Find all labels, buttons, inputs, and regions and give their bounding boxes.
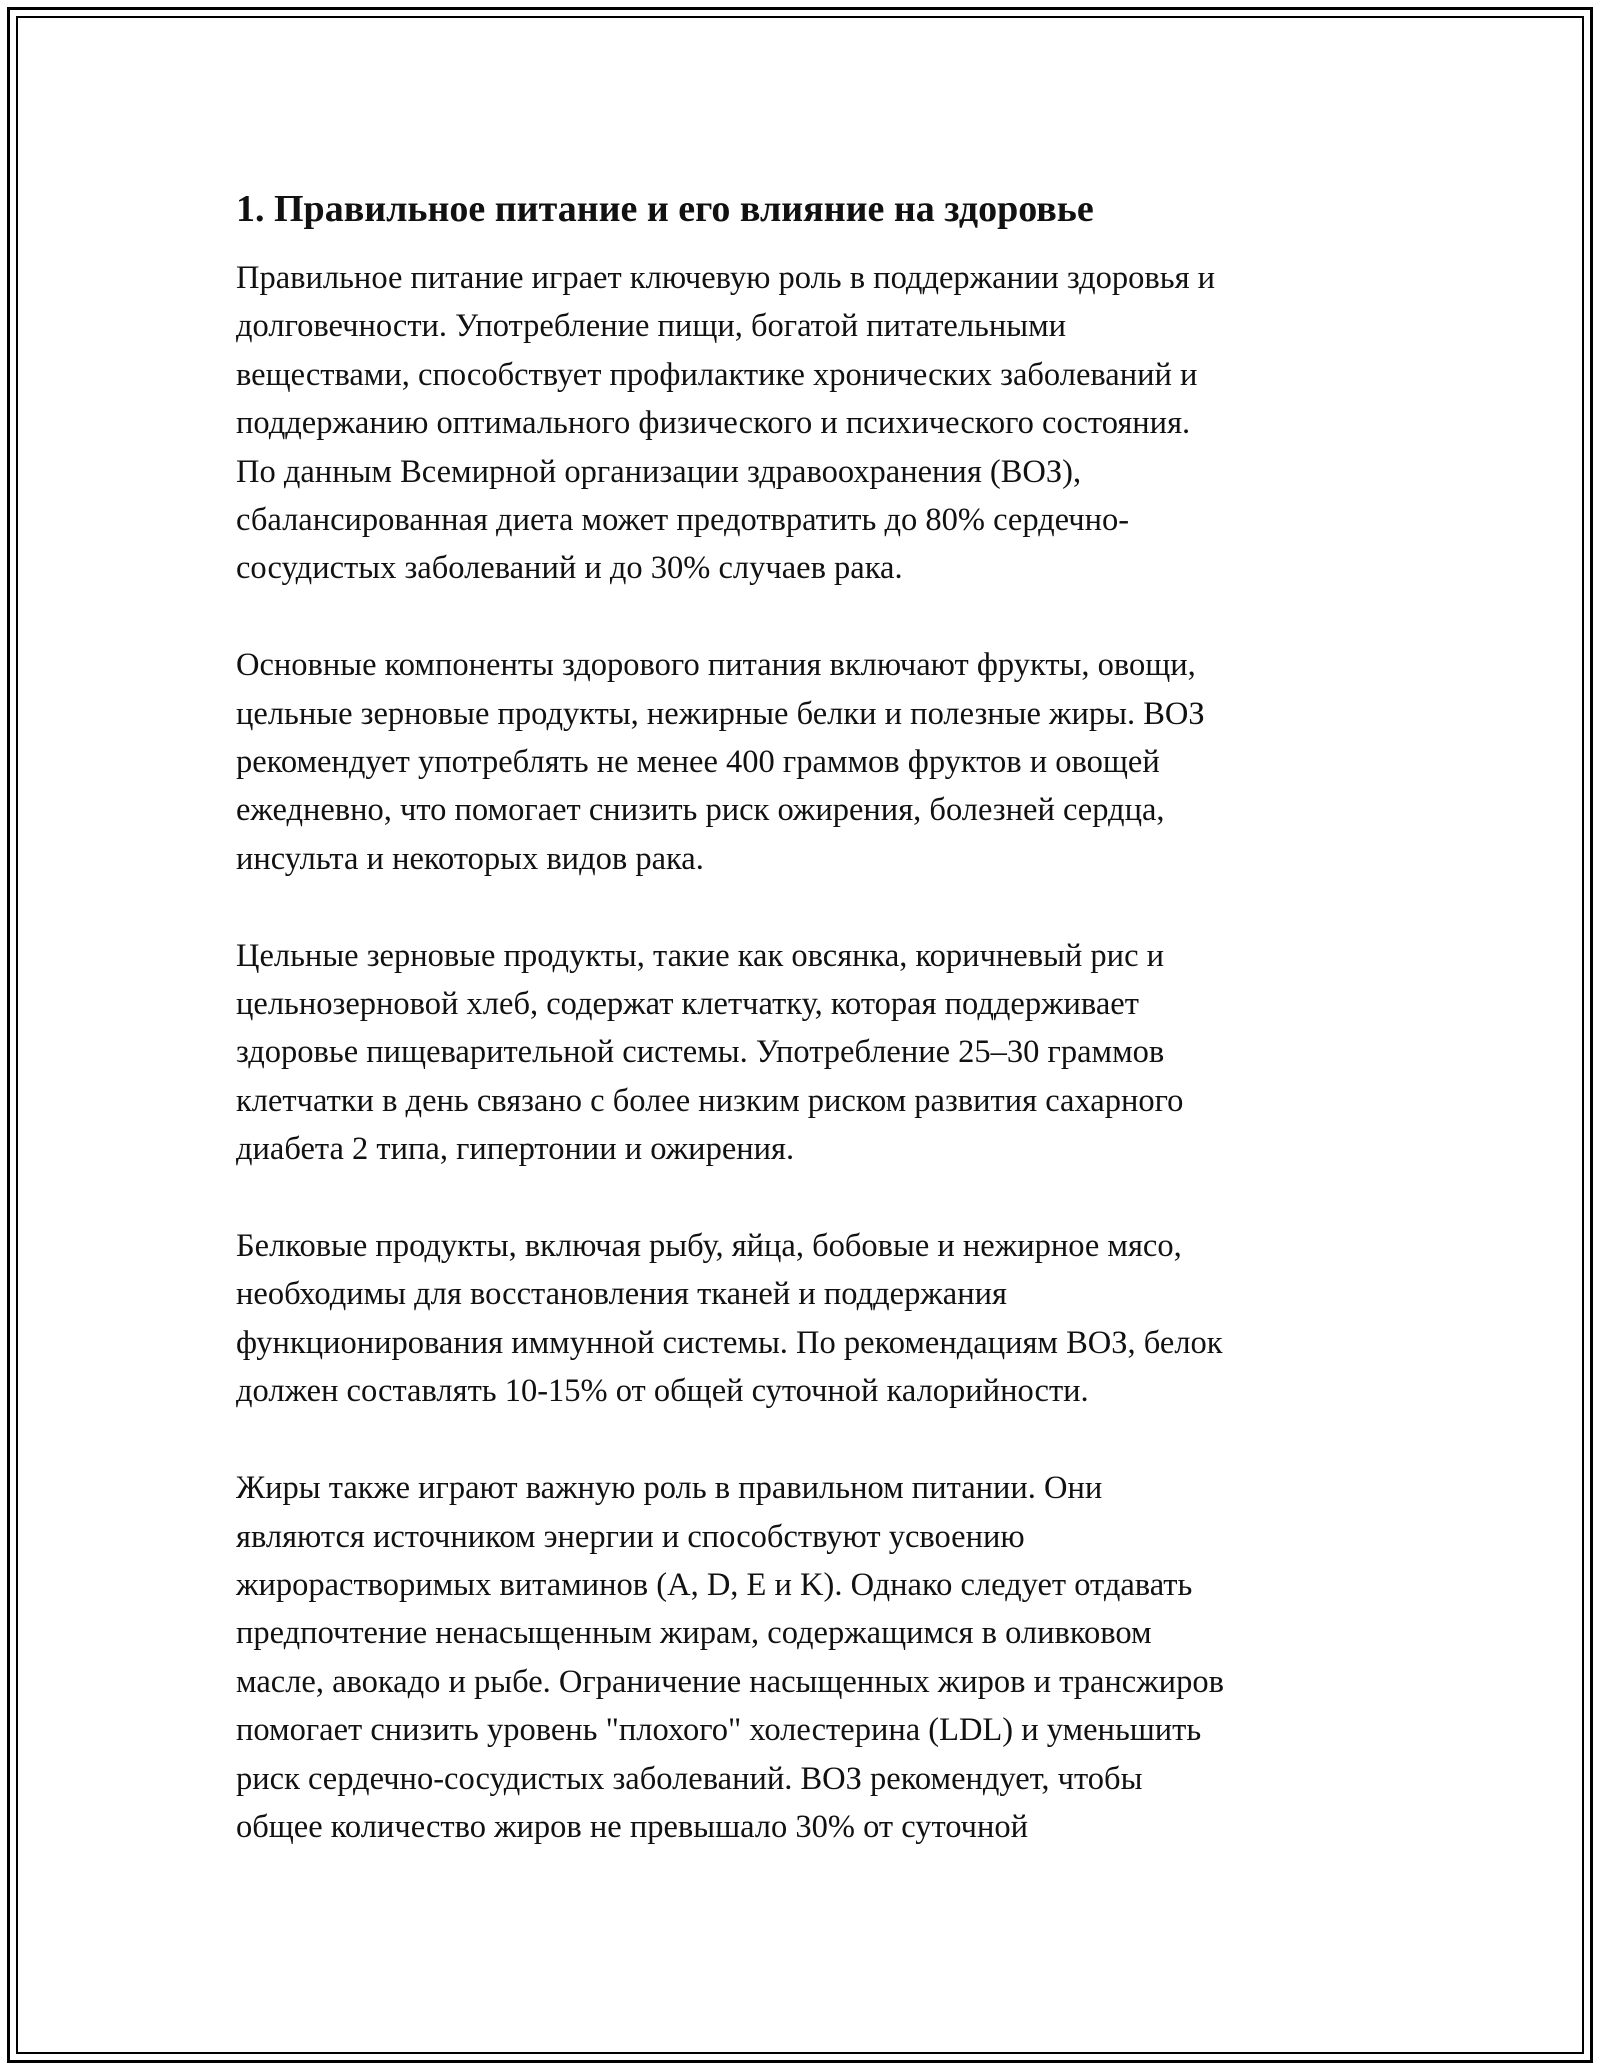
text-line: сосудистых заболеваний и до 30% случаев рака. xyxy=(236,550,903,587)
text-line: ежедневно, что помогает снизить риск ожирения, болезней сердца, xyxy=(236,792,1165,829)
paragraph-1 xyxy=(236,254,1386,593)
document-body xyxy=(236,186,1386,1900)
text-line: клетчатки в день связано с более низким риском развития сахарного xyxy=(236,1082,1184,1119)
text-line: риск сердечно-сосудистых заболеваний. ВОЗ рекомендует, чтобы xyxy=(236,1760,1143,1797)
paragraph-4 xyxy=(236,1222,1386,1416)
paragraph-5 xyxy=(236,1464,1386,1851)
text-line: жирорастворимых витаминов (A, D, E и K). Однако следует отдавать xyxy=(236,1566,1193,1603)
text-line: масле, авокадо и рыбе. Ограничение насыщенных жиров и трансжиров xyxy=(236,1663,1224,1700)
text-line: цельные зерновые продукты, нежирные белки и полезные жиры. ВОЗ xyxy=(236,695,1205,732)
text-line: Основные компоненты здорового питания включают фрукты, овощи, xyxy=(236,647,1196,684)
text-line: являются источником энергии и способствуют усвоению xyxy=(236,1518,1025,1555)
text-line: рекомендует употреблять не менее 400 граммов фруктов и овощей xyxy=(236,744,1160,781)
text-line: инсульта и некоторых видов рака. xyxy=(236,840,704,877)
text-line: Жиры также играют важную роль в правильном питании. Они xyxy=(236,1470,1103,1507)
text-line: Правильное питание играет ключевую роль в поддержании здоровья и xyxy=(236,260,1216,296)
text-line: Белковые продукты, включая рыбу, яйца, бобовые и нежирное мясо, xyxy=(236,1228,1182,1265)
section-heading: 1. Правильное питание и его влияние на здоровье xyxy=(236,188,1094,230)
paragraph-2 xyxy=(236,641,1386,883)
text-line: функционирования иммунной системы. По рекомендациям ВОЗ, белок xyxy=(236,1324,1223,1361)
text-line: диабета 2 типа, гипертонии и ожирения. xyxy=(236,1131,795,1168)
text-line: цельнозерновой хлеб, содержат клетчатку, которая поддерживает xyxy=(236,986,1139,1023)
text-line: сбалансированная диета может предотвратить до 80% сердечно- xyxy=(236,502,1130,539)
text-line: помогает снизить уровень "плохого" холестерина (LDL) и уменьшить xyxy=(236,1712,1202,1749)
text-line: поддержанию оптимального физического и психического состояния. xyxy=(236,405,1191,442)
text-line: необходимы для восстановления тканей и поддержания xyxy=(236,1276,1007,1313)
text-line: предпочтение ненасыщенным жирам, содержащимся в оливковом xyxy=(236,1615,1152,1652)
text-line: По данным Всемирной организации здравоохранения (ВОЗ), xyxy=(236,453,1082,490)
paragraph-3 xyxy=(236,932,1386,1174)
text-line: веществами, способствует профилактике хронических заболеваний и xyxy=(236,356,1198,393)
text-line: общее количество жиров не превышало 30% от суточной xyxy=(236,1808,1029,1845)
text-line: здоровье пищеварительной системы. Употребление 25–30 граммов xyxy=(236,1034,1165,1071)
text-line: Цельные зерновые продукты, такие как овсянка, коричневый рис и xyxy=(236,937,1165,974)
text-line: долговечности. Употребление пищи, богатой питательными xyxy=(236,308,1067,345)
text-line: должен составлять 10-15% от общей суточной калорийности. xyxy=(236,1373,1089,1410)
